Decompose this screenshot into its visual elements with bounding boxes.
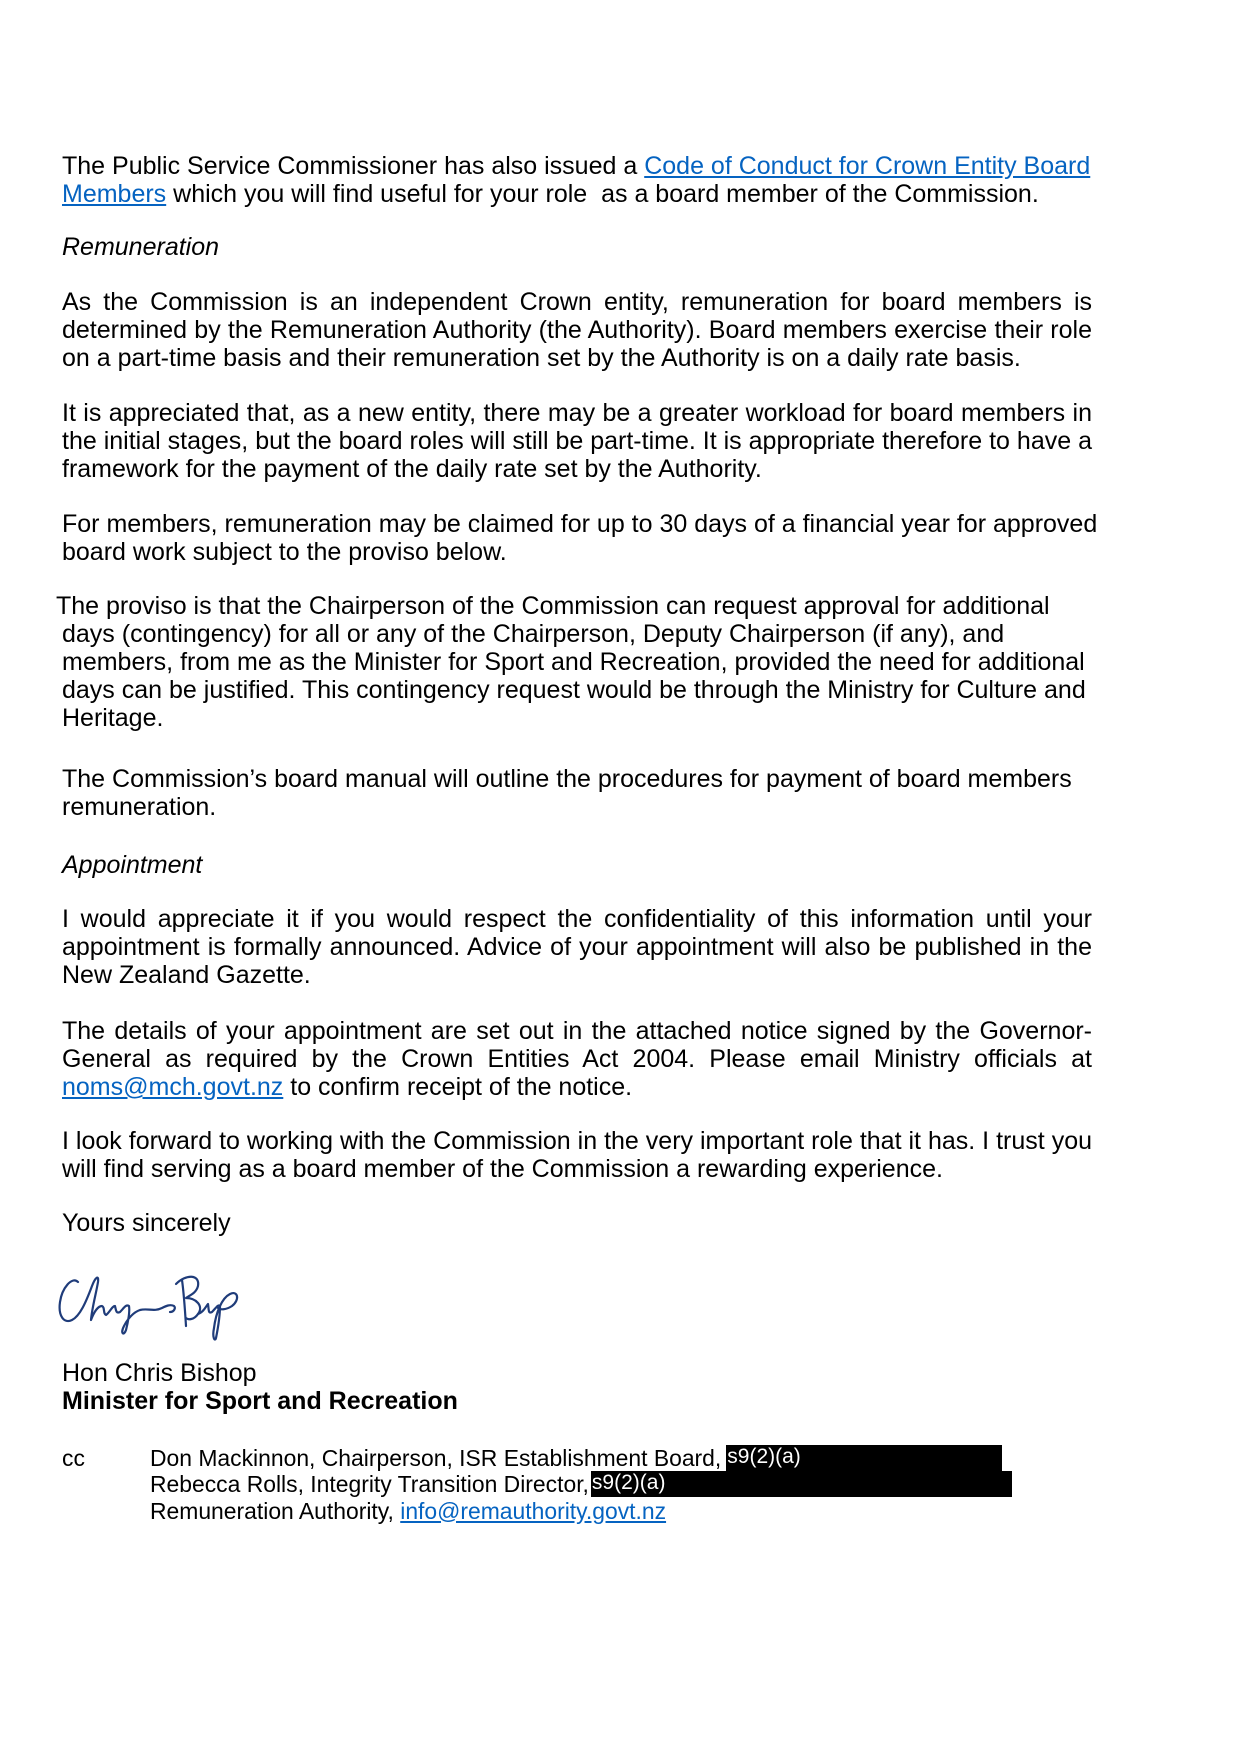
signatory: [62, 1359, 1092, 1415]
signature-stroke: [176, 1277, 200, 1319]
paragraph-line: members, from me as the Minister for Sport and Recreation, provided the need for additional: [62, 648, 1085, 676]
paragraph-closing: [62, 1127, 1092, 1183]
cc-block: [62, 1445, 1062, 1525]
paragraph-proviso: [56, 592, 1092, 732]
paragraph-line: New Zealand Gazette.: [62, 961, 311, 989]
section-heading-remuneration: [62, 233, 1092, 261]
paragraph-days-claimed: [62, 510, 1098, 566]
paragraph-line: [62, 1073, 1092, 1101]
section-heading: Appointment: [62, 851, 203, 879]
paragraph-confidentiality: [62, 905, 1092, 989]
cc-recipients: [150, 1445, 1012, 1524]
cc-recipient-text: Remuneration Authority,: [150, 1497, 401, 1524]
intro-text: which you will find useful for your role as a board member of the Commission.: [166, 180, 1039, 208]
cc-recipient: [150, 1471, 1012, 1497]
paragraph-line: will find serving as a board member of the Commission a rewarding experience.: [62, 1155, 943, 1183]
cc-recipient: [150, 1445, 1012, 1471]
paragraph-line: [62, 152, 1092, 180]
salutation-text: Yours sincerely: [62, 1209, 231, 1237]
paragraph-line: Heritage.: [62, 704, 164, 732]
paragraph-board-manual: [62, 765, 1092, 821]
code-of-conduct-link[interactable]: Members: [62, 180, 167, 208]
paragraph-appointment-details: [62, 1017, 1092, 1101]
paragraph-line: The details of your appointment are set out in the attached notice signed by the Governor-: [62, 1017, 1092, 1045]
paragraph-line: I would appreciate it if you would respect the confidentiality of this information until your: [62, 905, 1092, 933]
paragraph-line: the initial stages, but the board roles will still be part-time. It is appropriate therefore to have a: [62, 427, 1092, 455]
cc-label: cc: [62, 1445, 85, 1471]
cc-recipient-text: Rebecca Rolls, Integrity Transition Director,: [150, 1471, 589, 1498]
noms-email-link[interactable]: noms@mch.govt.nz: [62, 1073, 284, 1101]
signatory-title: Minister for Sport and Recreation: [62, 1387, 458, 1415]
section-heading-appointment: [62, 851, 1092, 879]
paragraph-line: General as required by the Crown Entities Act 2004. Please email Ministry officials at: [62, 1045, 1092, 1073]
paragraph-line: The Commission’s board manual will outline the procedures for payment of board members: [62, 765, 1072, 793]
paragraph-line: I look forward to working with the Commission in the very important role that it has. I trust you: [62, 1127, 1092, 1155]
section-heading: Remuneration: [62, 233, 220, 261]
paragraph-line: [62, 180, 1092, 208]
paragraph-code-of-conduct: [62, 152, 1092, 208]
paragraph-line: on a part-time basis and their remuneration set by the Authority is on a daily rate basis.: [62, 344, 1021, 372]
cc-recipient: [150, 1498, 1012, 1524]
signature-icon: [58, 1268, 248, 1342]
signature-stroke: [182, 1280, 186, 1326]
signature-stroke: [198, 1293, 237, 1339]
paragraph-line: days (contingency) for all or any of the Chairperson, Deputy Chairperson (if any), and: [62, 620, 1005, 648]
remauthority-email-link[interactable]: info@remauthority.govt.nz: [400, 1497, 667, 1524]
paragraph-remuneration-authority: [62, 288, 1092, 372]
signature-stroke: [60, 1278, 175, 1334]
redaction-box: s9(2)(a): [726, 1445, 1002, 1471]
intro-text: The Public Service Commissioner has also issued a: [62, 152, 645, 180]
paragraph-line: determined by the Remuneration Authority (the Authority). Board members exercise their role: [62, 316, 1092, 344]
paragraph-line: The proviso is that the Chairperson of the Commission can request approval for additional: [56, 592, 1050, 620]
cc-recipient-text: Don Mackinnon, Chairperson, ISR Establishment Board,: [150, 1445, 722, 1471]
paragraph-line: As the Commission is an independent Crown entity, remuneration for board members is: [62, 288, 1092, 316]
details-end-text: to confirm receipt of the notice.: [283, 1073, 633, 1101]
paragraph-line: remuneration.: [62, 793, 217, 821]
paragraph-line: appointment is formally announced. Advice of your appointment will also be published in the: [62, 933, 1092, 961]
salutation: [62, 1209, 1092, 1237]
paragraph-workload: [62, 399, 1092, 483]
paragraph-line: It is appreciated that, as a new entity, there may be a greater workload for board members in: [62, 399, 1092, 427]
redaction-box: s9(2)(a): [591, 1471, 1012, 1497]
paragraph-line: days can be justified. This contingency request would be through the Ministry for Culture and: [62, 676, 1086, 704]
paragraph-line: framework for the payment of the daily rate set by the Authority.: [62, 455, 762, 483]
paragraph-line: For members, remuneration may be claimed for up to 30 days of a financial year for approved: [62, 510, 1098, 538]
signatory-name: Hon Chris Bishop: [62, 1359, 257, 1387]
paragraph-line: board work subject to the proviso below.: [62, 538, 507, 566]
code-of-conduct-link[interactable]: Code of Conduct for Crown Entity Board: [644, 152, 1091, 180]
